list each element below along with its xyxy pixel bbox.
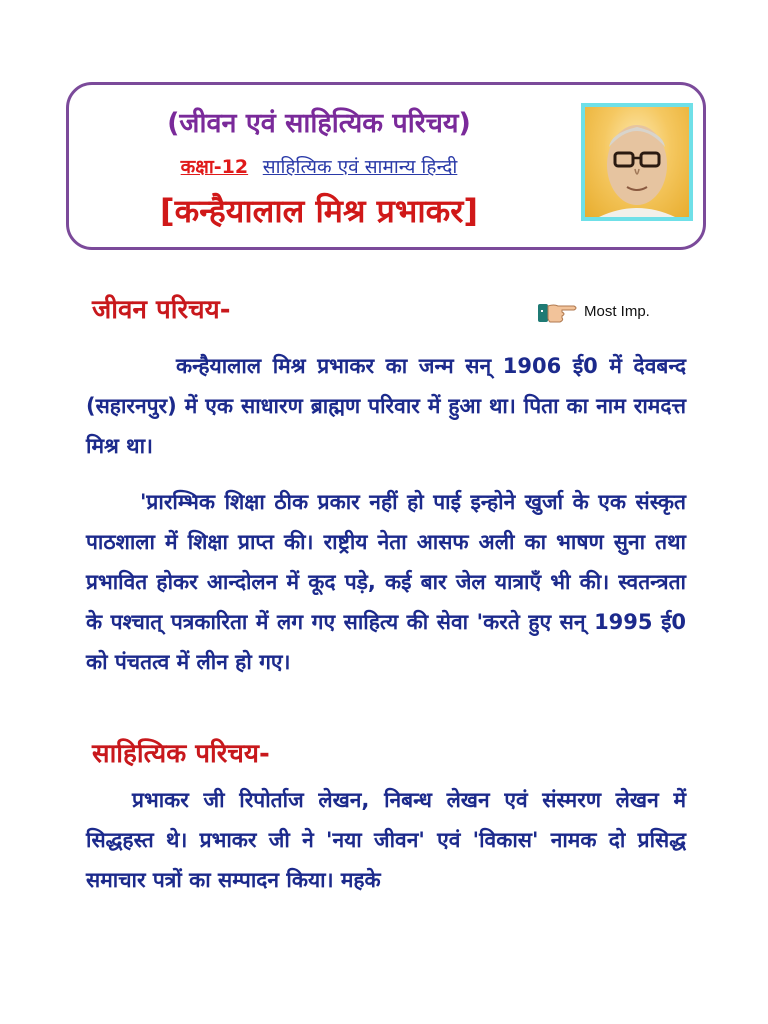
life-paragraph-2: 'प्रारम्भिक शिक्षा ठीक प्रकार नहीं हो पाई इन्होने खुर्जा के एक संस्कृत पाठशाला में शिक्षा प्राप्त की। राष्ट्रीय नेता आसफ अली का भाषण सुना तथा प्रभावित होकर आन्दोलन में कूद पड़े, कई बार जेल यात्राएँ भी की। स्वतन्त्रता के पश्चात् पत्रकारिता में लग गए साहित्य की सेवा 'करते हुए सन् 1995 ई0 को पंचतत्व में लीन हो गए।: [86, 490, 686, 674]
most-important-label: Most Imp.: [584, 302, 650, 320]
header-card: [66, 82, 706, 250]
header-title: (जीवन एवं साहित्यिक परिचय): [167, 108, 471, 139]
author-name: [कन्हैयालाल मिश्र प्रभाकर]: [160, 192, 478, 230]
class-label: कक्षा-12: [180, 156, 249, 178]
pointing-hand-icon: [538, 298, 578, 324]
literary-heading: साहित्यिक परिचय-: [92, 739, 270, 769]
literary-paragraph-1: प्रभाकर जी रिपोर्ताज लेखन, निबन्ध लेखन एवं संस्मरण लेखन में सिद्धहस्त थे। प्रभाकर जी ने 'नया जीवन' एवं 'विकास' नामक दो प्रसिद्ध समाचार पत्रों का सम्पादन किया। महके: [86, 788, 686, 892]
subject-label: साहित्यिक एवं सामान्य हिन्दी: [262, 156, 458, 178]
portrait-illustration: [585, 107, 689, 217]
class-subject-line: [69, 153, 569, 179]
author-portrait: [581, 103, 693, 221]
life-heading: जीवन परिचय-: [92, 295, 231, 325]
most-important-badge: [538, 298, 650, 324]
life-paragraph-1: कन्हैयालाल मिश्र प्रभाकर का जन्म सन् 1906 ई0 में देवबन्द (सहारनपुर) में एक साधारण ब्राह्मण परिवार में हुआ था। पिता का नाम रामदत्त मिश्र था।: [86, 354, 686, 458]
